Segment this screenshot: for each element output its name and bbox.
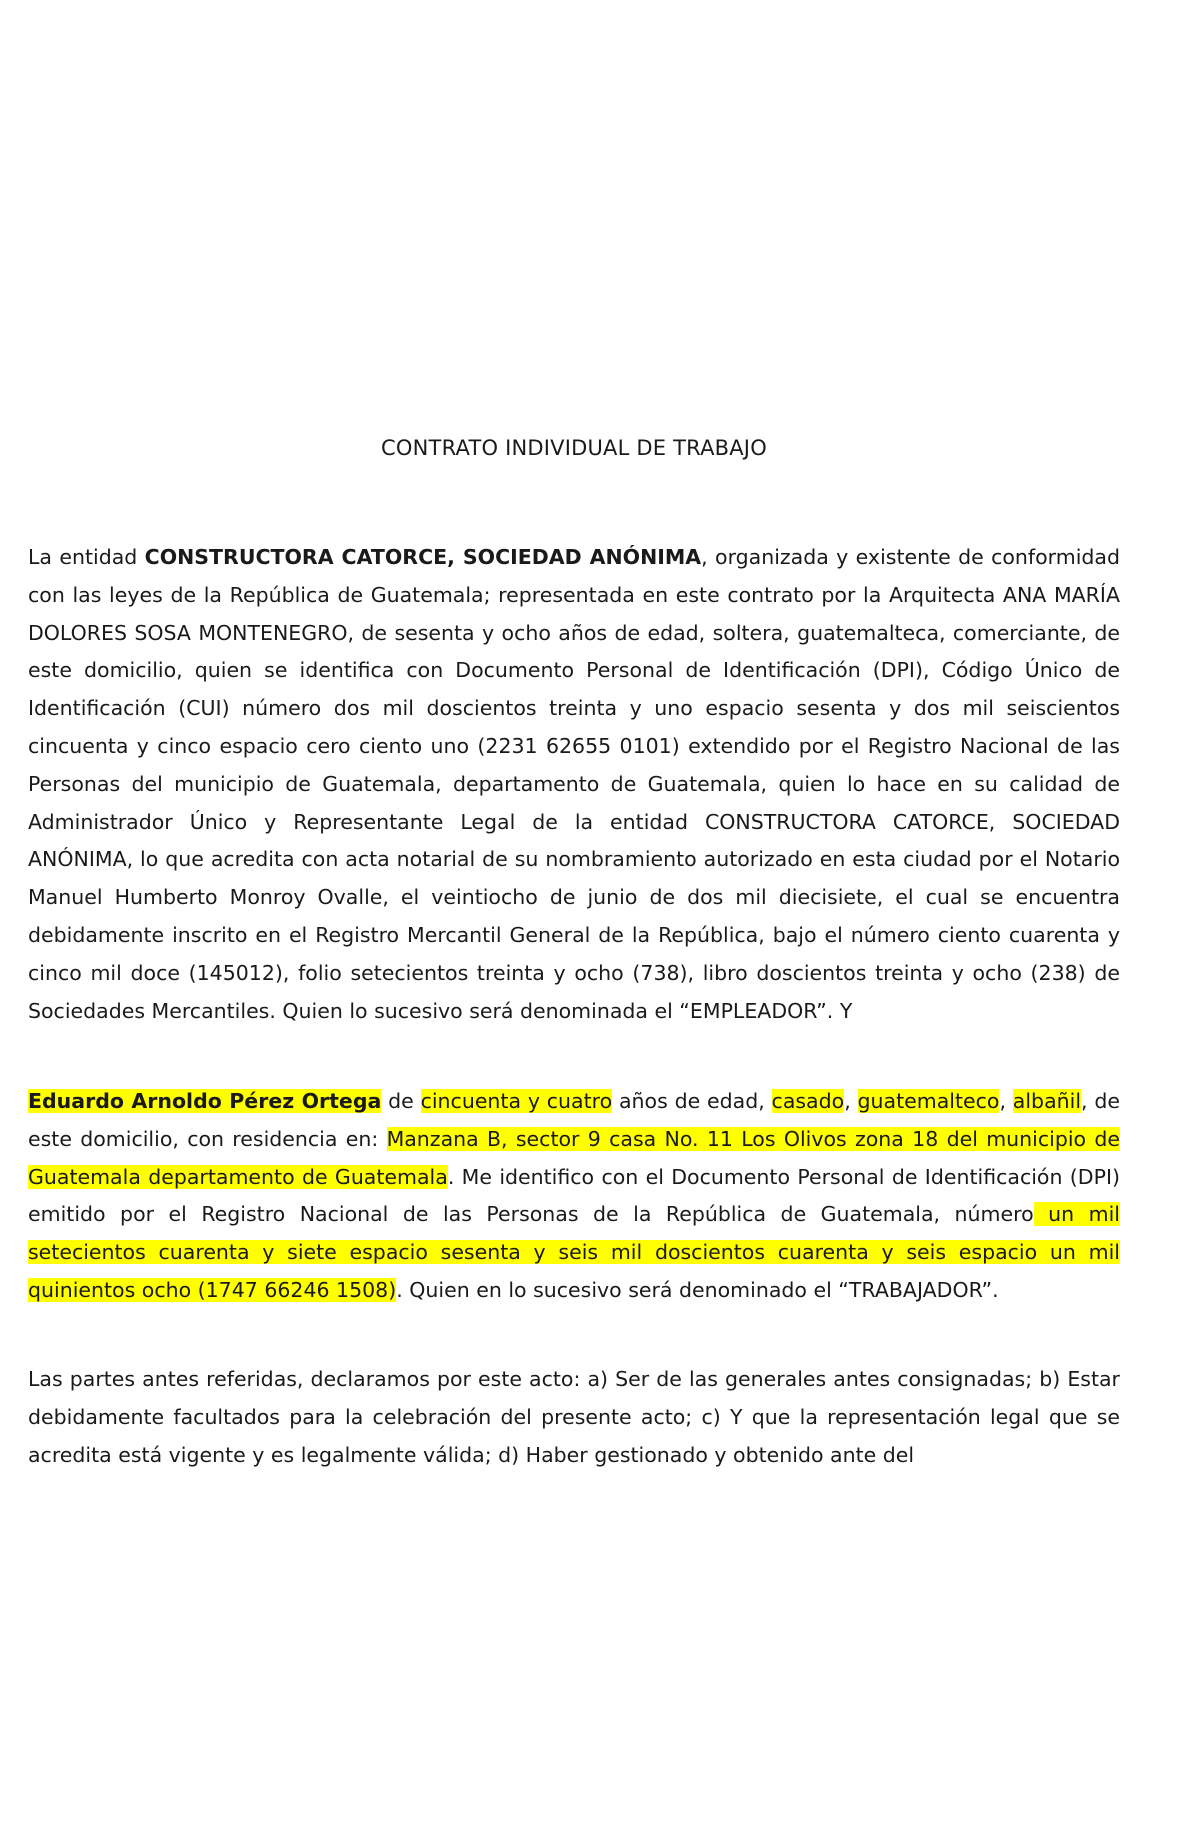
worker-text-2: años de edad, [612,1089,772,1113]
worker-occupation: albañil [1012,1089,1082,1113]
worker-paragraph [28,1083,1120,1310]
worker-text-4: , [999,1089,1006,1113]
worker-text-5: , de este domicilio, con residencia en: [28,1089,1120,1151]
parties-paragraph: Las partes antes referidas, declaramos por este acto: a) Ser de las generales antes consignadas; b) Estar debidamente facultados para la celebración del presente acto; c) Y que la representación legal que se acredita está vigente y es legalmente válida; d) Haber gestionado y obtenido ante del [28,1367,1120,1467]
worker-text-1: de [381,1089,421,1113]
worker-dpi-number: un mil setecientos cuarenta y siete espacio sesenta y seis mil doscientos cuarenta y seis espacio un mil quinientos ocho (1747 66246 1508) [28,1202,1120,1302]
worker-address: Manzana B, sector 9 casa No. 11 Los Olivos zona 18 del municipio de Guatemala departamento de Guatemala [28,1126,1120,1189]
worker-text-6: . Me identifico con el Documento Personal de Identificación (DPI) emitido por el Registro Nacional de las Personas de la República de Guatemala, número [28,1164,1120,1227]
worker-civil-status: casado [771,1089,845,1113]
employer-intro: La entidad [28,545,145,569]
employer-company-name: CONSTRUCTORA CATORCE, SOCIEDAD ANÓNIMA [144,545,702,569]
employer-details: , organizada y existente de conformidad con las leyes de la República de Guatemala; representada en este contrato por la Arquitecta ANA MARÍA DOLORES SOSA MONTENEGRO, de sesenta y ocho años de edad, soltera, guatemalteca, comerciante, de este domicilio, quien se identifica con Documento Personal de Identificación (DPI), Código Único de Identificación (CUI) número dos mil doscientos treinta y uno espacio sesenta y dos mil seiscientos cincuenta y cinco espacio cero ciento uno (2231 62655 0101) extendido por el Registro Nacional de las Personas del municipio de Guatemala, departamento de Guatemala, quien lo hace en su calidad de Administrador Único y Representante Legal de la entidad CONSTRUCTORA CATORCE, SOCIEDAD ANÓNIMA, lo que acredita con acta notarial de su nombramiento autorizado en esta ciudad por el Notario Manuel Humberto Monroy Ovalle, el veintiocho de junio de dos mil diecisiete, el cual se encuentra debidamente inscrito en el Registro Mercantil General de la República, bajo el número ciento cuarenta y cinco mil doce (145012), folio setecientos treinta y ocho (738), libro doscientos treinta y ocho (238) de Sociedades Mercantiles. Quien lo sucesivo será denominada el “EMPLEADOR”. Y [28,545,1120,1023]
worker-nationality: guatemalteco [857,1089,1000,1113]
worker-name: Eduardo Arnoldo Pérez Ortega [28,1089,382,1113]
worker-text-7: . Quien en lo sucesivo será denominado el “TRABAJADOR”. [396,1277,999,1302]
worker-text-3: , [844,1089,858,1113]
worker-age: cincuenta y cuatro [420,1089,613,1113]
employer-paragraph [28,539,1120,1030]
document-title: CONTRATO INDIVIDUAL DE TRABAJO [381,436,767,460]
